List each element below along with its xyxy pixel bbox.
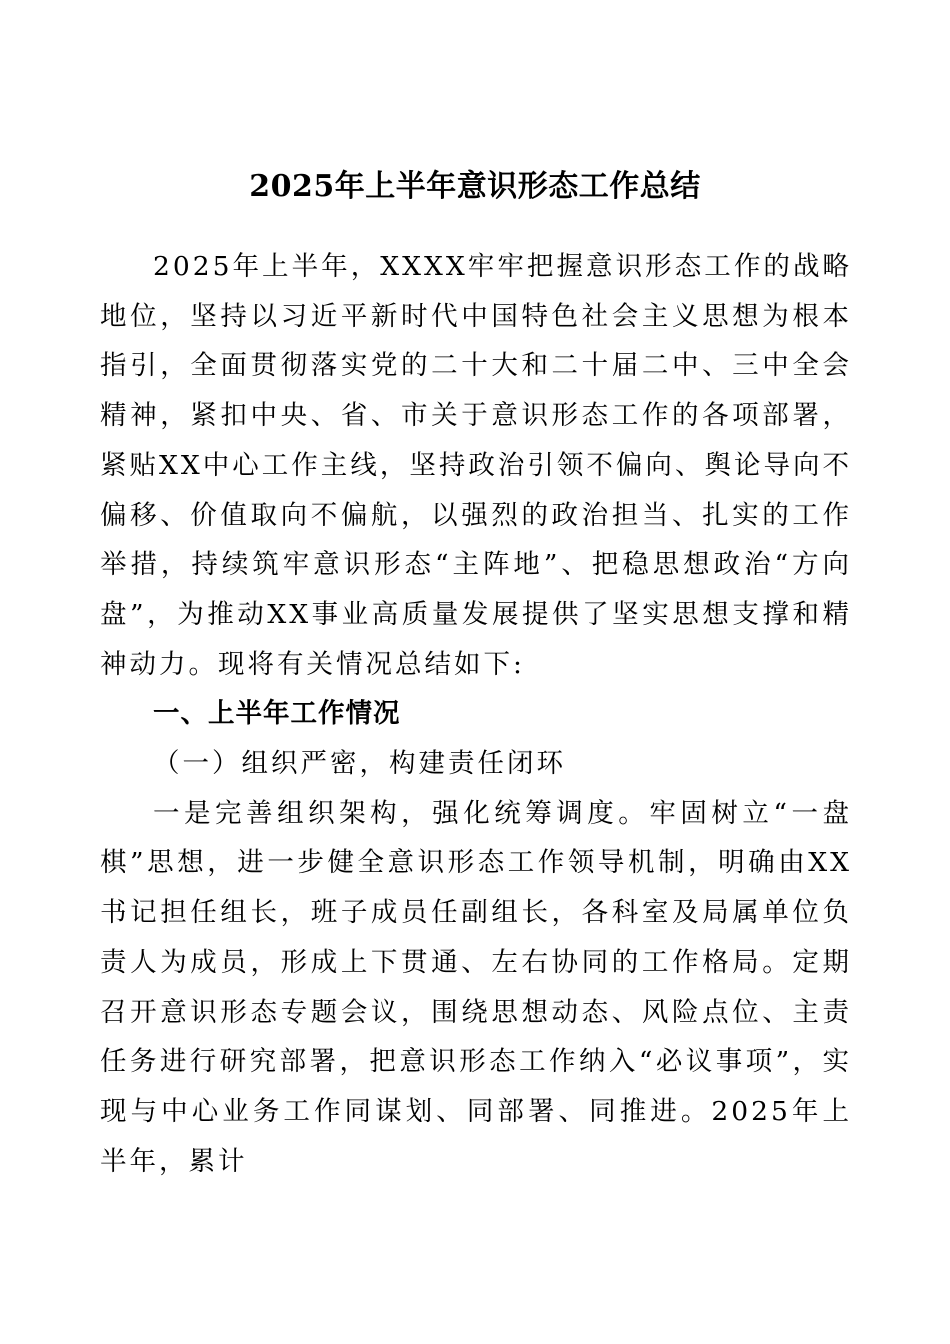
intro-paragraph: 2025年上半年，XXXX牢牢把握意识形态工作的战略地位，坚持以习近平新时代中国特色社会主义思想为根本指引，全面贯彻落实党的二十大和二十届二中、三中全会精神，紧扣中央、省、市关于意识形态工作的各项部署，紧贴XX中心工作主线，坚持政治引领不偏向、舆论导向不偏移、价值取向不偏航，以强烈的政治担当、扎实的工作举措，持续筑牢意识形态“主阵地”、把稳思想政治“方向盘”，为推动XX事业高质量发展提供了坚实思想支撑和精神动力。现将有关情况总结如下:: [100, 251, 852, 680]
subsection-paragraph-1: 一是完善组织架构，强化统筹调度。牢固树立“一盘棋”思想，进一步健全意识形态工作领导机制，明确由XX书记担任组长，班子成员任副组长，各科室及局属单位负责人为成员，形成上下贯通、左右协同的工作格局。定期召开意识形态专题会议，围绕思想动态、风险点位、主责任务进行研究部署，把意识形态工作纳入“必议事项”，实现与中心业务工作同谋划、同部署、同推进。2025年上半年，累计: [100, 797, 852, 1177]
section-heading-1: 一、上半年工作情况: [153, 698, 401, 730]
subsection-heading-1: （一）组织严密，构建责任闭环: [153, 748, 566, 780]
document-body: [100, 242, 852, 1186]
document-title: 2025年上半年意识形态工作总结: [249, 169, 701, 204]
